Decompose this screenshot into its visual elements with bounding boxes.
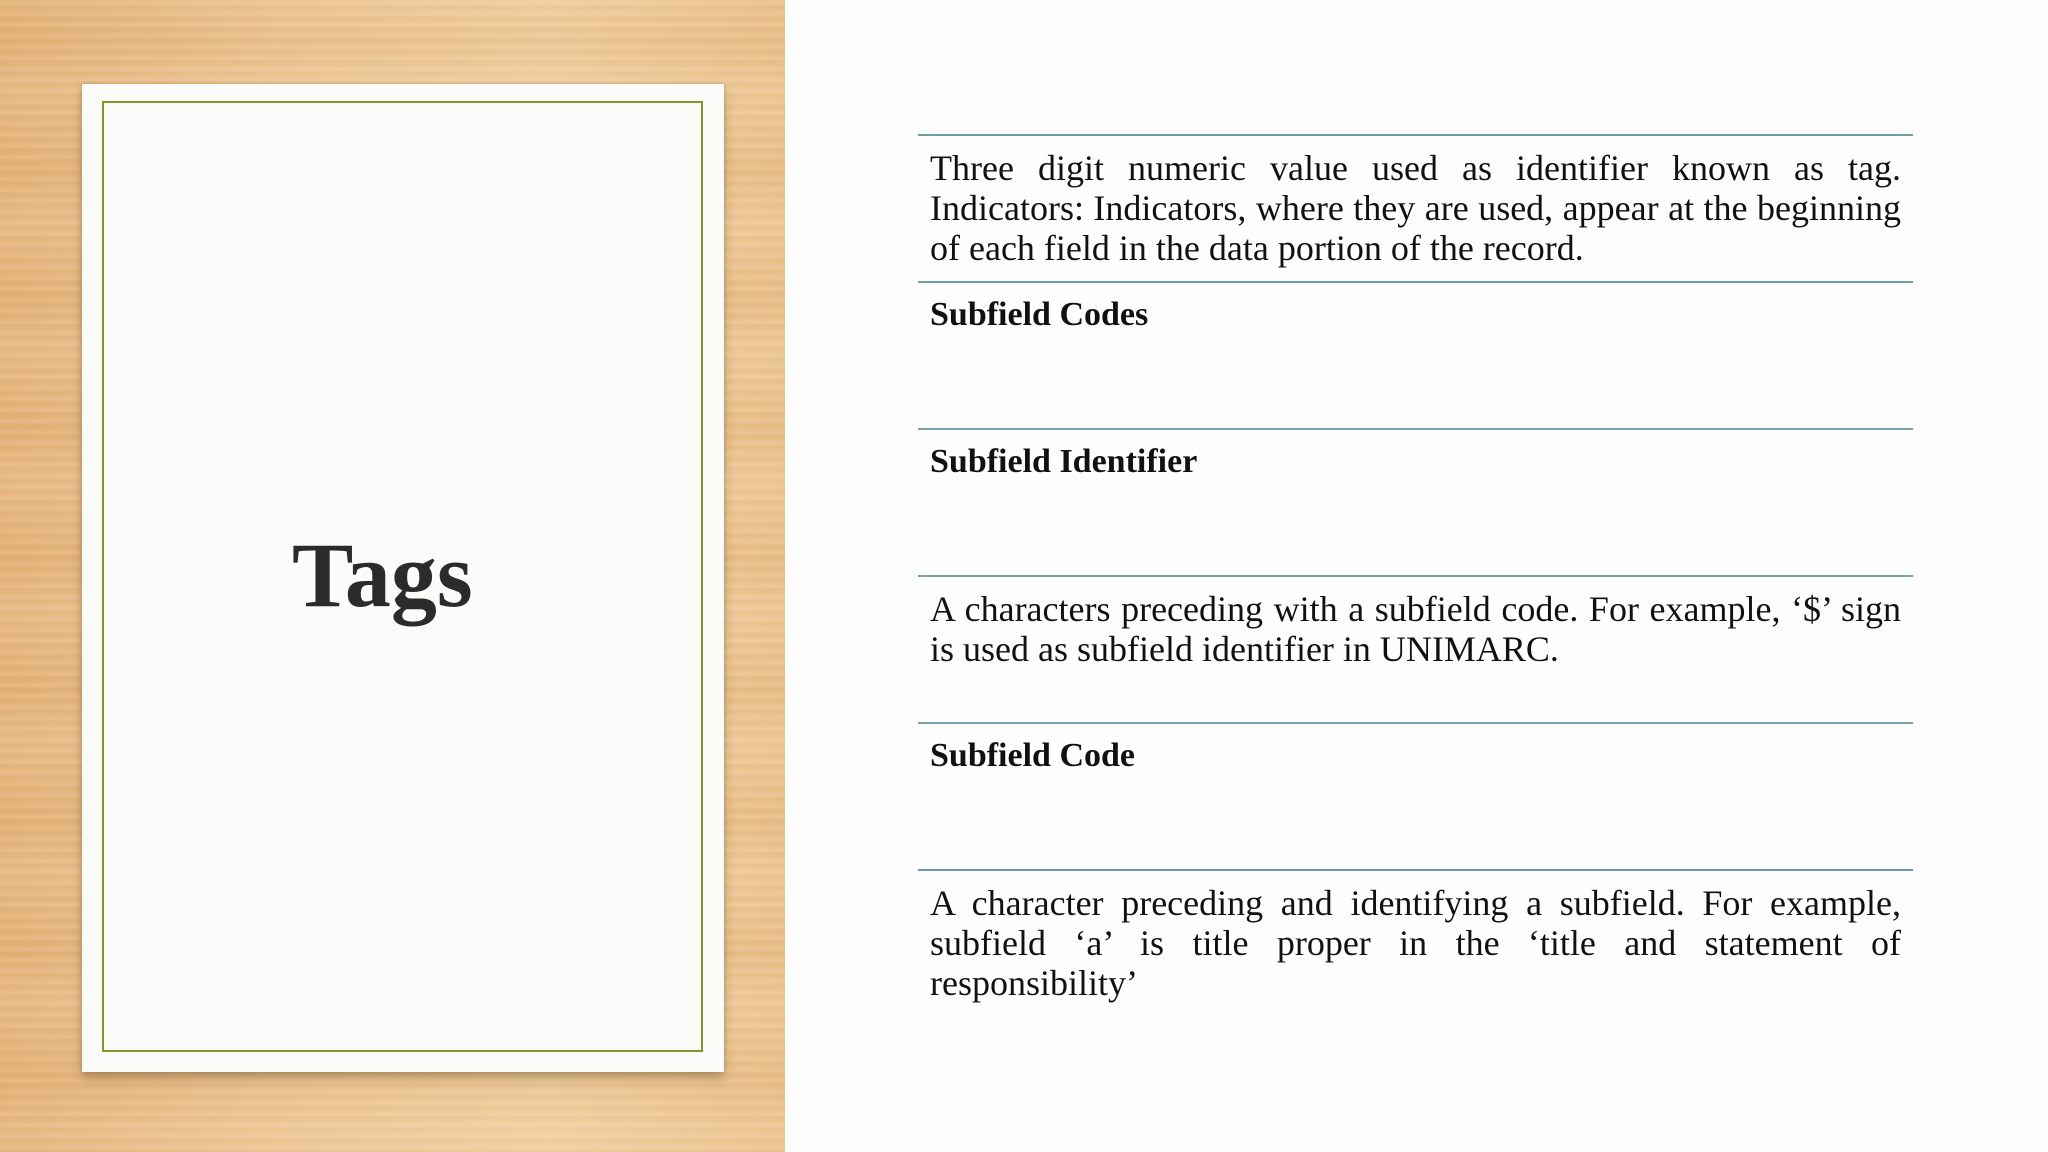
table-row <box>918 575 1913 722</box>
wood-background-panel <box>0 0 785 1152</box>
table-cell-text: A character preceding and identifying a subfield. For example, subfield ‘a’ is title proper in the ‘title and statement of responsibility’ <box>930 883 1901 1003</box>
table-row <box>918 428 1913 575</box>
title-card <box>82 84 724 1072</box>
table-cell-heading: Subfield Code <box>930 737 1135 774</box>
table-row <box>918 281 1913 428</box>
table-cell-heading: Subfield Identifier <box>930 443 1198 480</box>
definitions-table <box>918 134 1913 1029</box>
table-cell-heading: Subfield Codes <box>930 296 1149 333</box>
table-cell-text: Three digit numeric value used as identifier known as tag. Indicators: Indicators, where they are used, appear at the beginning of each field in the data portion of the record. <box>930 148 1901 268</box>
table-row <box>918 134 1913 281</box>
table-row <box>918 869 1913 1029</box>
slide-title: Tags <box>292 524 473 626</box>
table-cell-text: A characters preceding with a subfield code. For example, ‘$’ sign is used as subfield identifier in UNIMARC. <box>930 589 1901 669</box>
table-row <box>918 722 1913 869</box>
